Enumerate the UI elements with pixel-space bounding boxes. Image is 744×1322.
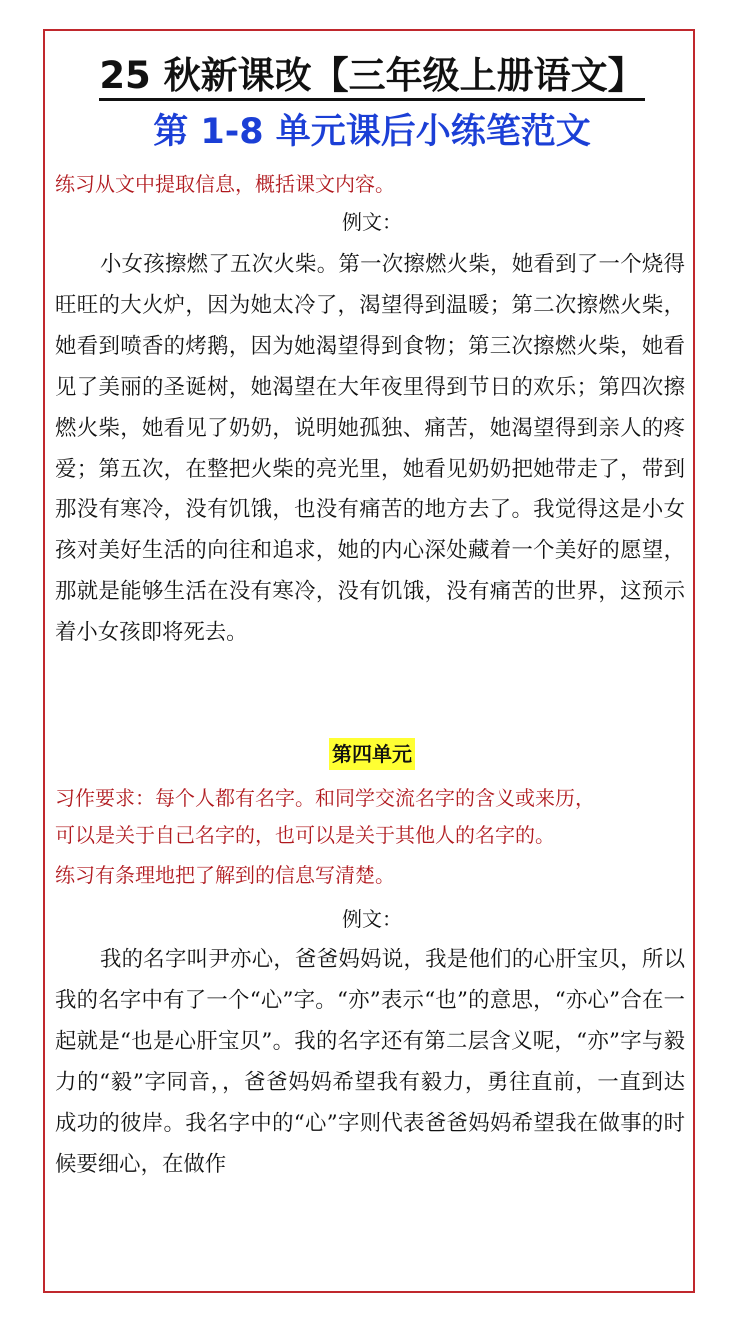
- unit-heading: 第四单元: [0, 738, 744, 767]
- section2-essay: 我的名字叫尹亦心，爸爸妈妈说，我是他们的心肝宝贝，所以我的名字中有了一个“心”字。“亦”表示“也”的意思，“亦心”合在一起就是“也是心肝宝贝”。我的名字还有第二层含义呢，“亦”字与毅力的“毅”字同音，，爸爸妈妈希望我有毅力，勇往直前，一直到达成功的彼岸。我名字中的“心”字则代表爸爸妈妈希望我在做事的时候要细心，在做作: [55, 947, 685, 1177]
- page-subtitle: 第 1-8 单元课后小练笔范文: [153, 112, 591, 152]
- section2-example-label: 例文：: [342, 907, 402, 931]
- section1-example-label: 例文：: [342, 210, 402, 234]
- section1-essay: 小女孩擦燃了五次火柴。第一次擦燃火柴，她看到了一个烧得旺旺的大火炉，因为她太冷了，渴望得到温暖；第二次擦燃火柴，她看到喷香的烤鹅，因为她渴望得到食物；第三次擦燃火柴，她看见了美丽的圣诞树，她渴望在大年夜里得到节日的欢乐；第四次擦燃火柴，她看见了奶奶，说明她孤独、痛苦，她渴望得到亲人的疼爱；第五次，在整把火柴的亮光里，她看见奶奶把她带走了，带到那没有寒冷，没有饥饿，也没有痛苦的地方去了。我觉得这是小女孩对美好生活的向往和追求，她的内心深处藏着一个美好的愿望，那就是能够生活在没有寒冷，没有饥饿，没有痛苦的世界，这预示着小女孩即将死去。: [55, 252, 685, 646]
- section2-requirement-line-3: 练习有条理地把了解到的信息写清楚。: [55, 863, 395, 887]
- section2-requirement-line-2: 可以是关于自己名字的，也可以是关于其他人的名字的。: [55, 823, 555, 847]
- page-title: 25 秋新课改【三年级上册语文】: [0, 52, 744, 100]
- section2-requirement-line-1: 习作要求：每个人都有名字。和同学交流名字的含义或来历，: [55, 786, 595, 810]
- section1-requirement: 练习从文中提取信息，概括课文内容。: [55, 172, 395, 196]
